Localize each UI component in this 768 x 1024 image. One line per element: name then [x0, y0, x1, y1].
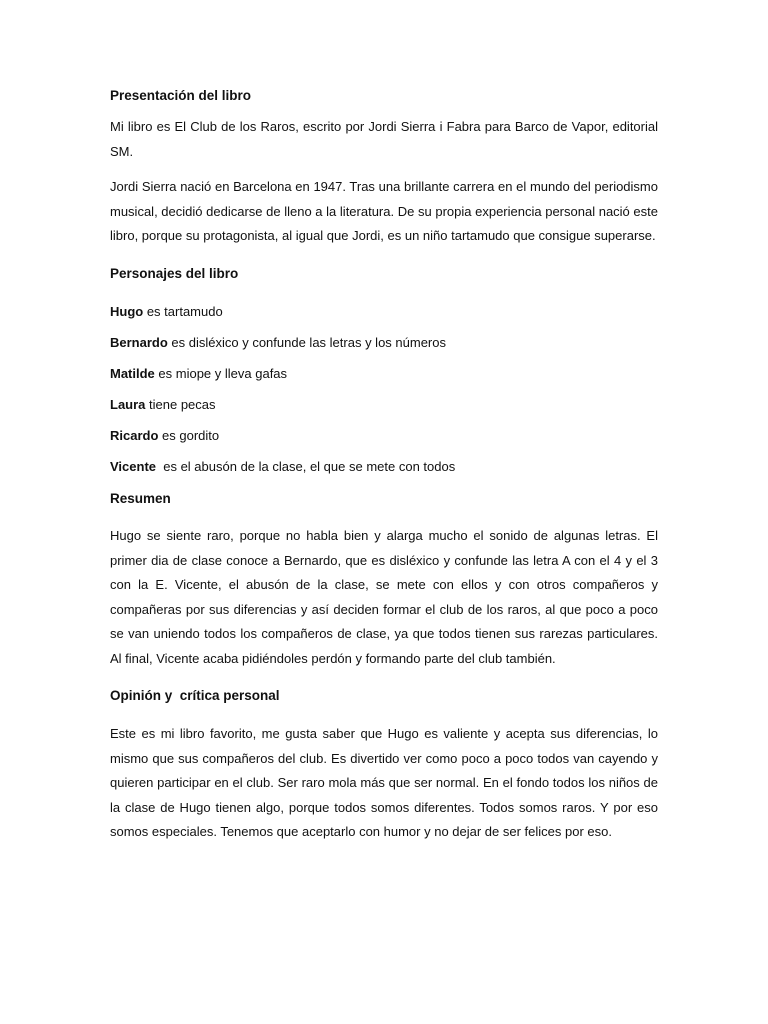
paragraph-presentacion-2: Jordi Sierra nació en Barcelona en 1947. Tras una brillante carrera en el mundo del periodismo musical, decidió dedicarse de lleno a la literatura. De su propia experiencia personal nació este libro, porque su protagonista, al igual que Jordi, es un niño tartamudo que consigue superarse. — [110, 179, 658, 243]
character-item — [110, 458, 455, 476]
character-description: es el abusón de la clase, el que se mete con todos — [156, 459, 456, 474]
heading-opinion: Opinión y crítica personal — [110, 688, 280, 703]
character-item — [110, 334, 446, 352]
character-item — [110, 303, 223, 321]
character-name: Vicente — [110, 459, 157, 474]
character-item — [110, 427, 219, 445]
character-description: es gordito — [158, 428, 220, 443]
character-item — [110, 365, 287, 383]
heading-personajes: Personajes del libro — [110, 266, 239, 281]
character-description: es disléxico y confunde las letras y los números — [167, 335, 446, 350]
character-description: tiene pecas — [145, 397, 216, 412]
character-name: Hugo — [110, 304, 144, 319]
character-name: Matilde — [110, 366, 155, 381]
character-name: Laura — [110, 397, 146, 412]
character-name: Ricardo — [110, 428, 159, 443]
paragraph-resumen: Hugo se siente raro, porque no habla bien y alarga mucho el sonido de algunas letras. El primer dia de clase conoce a Bernardo, que es disléxico y confunde las letra A con el 4 y el 3 con la E. Vicente, el abusón de la clase, se mete con ellos y con otros compañeros y compañeras por sus diferencias y así deciden formar el club de los raros, al que poco a poco se van uniendo todos los compañeros de clase, ya que todos tienen sus rarezas particulares. Al final, Vicente acaba pidiéndoles perdón y formando parte del club también. — [110, 528, 658, 666]
paragraph-presentacion-1: Mi libro es El Club de los Raros, escrito por Jordi Sierra i Fabra para Barco de Vapor, editorial SM. — [110, 119, 658, 159]
paragraph-opinion: Este es mi libro favorito, me gusta saber que Hugo es valiente y acepta sus diferencias, lo mismo que sus compañeros del club. Es divertido ver como poco a poco todos van cayendo y quieren participar en el club. Ser raro mola más que ser normal. En el fondo todos los niños de la clase de Hugo tienen algo, porque todos somos diferentes. Todos somos raros. Y por eso somos especiales. Tenemos que aceptarlo con humor y no dejar de ser felices por eso. — [110, 726, 658, 839]
character-description: es tartamudo — [143, 304, 223, 319]
heading-resumen: Resumen — [110, 491, 171, 506]
character-description: es miope y lleva gafas — [154, 366, 288, 381]
character-name: Bernardo — [110, 335, 168, 350]
character-item — [110, 396, 216, 414]
heading-presentacion: Presentación del libro — [110, 88, 252, 103]
